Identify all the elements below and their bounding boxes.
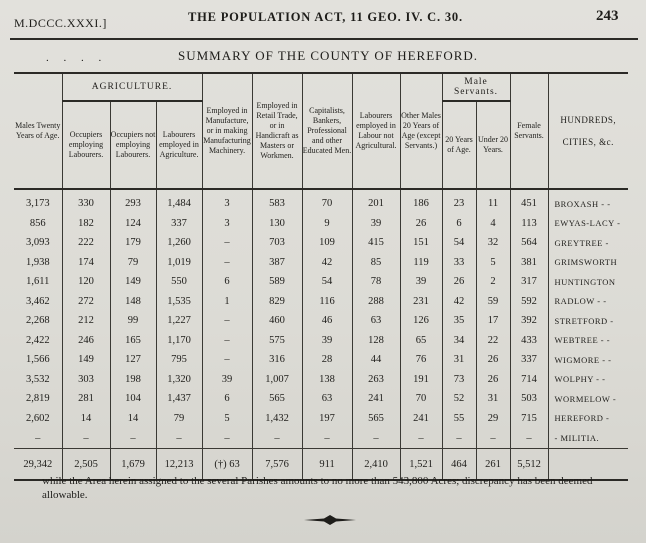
hundred-name-cell: WOLPHY - - <box>548 370 628 390</box>
hundred-name-cell: WORMELOW - <box>548 389 628 409</box>
table-cell: 26 <box>400 214 442 234</box>
table-cell: 17 <box>476 311 510 331</box>
col-head-other-males: Other Males 20 Years of Age (except Servants.) <box>400 73 442 189</box>
table-row <box>14 409 628 429</box>
table-cell: 592 <box>510 292 548 312</box>
table-cell: 714 <box>510 370 548 390</box>
table-cell: 182 <box>62 214 110 234</box>
table-row <box>14 350 628 370</box>
table-cell: 1 <box>202 292 252 312</box>
table-cell: 3,173 <box>25 198 50 210</box>
table-cell: – <box>202 253 252 273</box>
summary-table <box>14 72 628 481</box>
table-cell: 3 <box>202 189 252 214</box>
table-cell: 565 <box>252 389 302 409</box>
table-cell: 151 <box>400 233 442 253</box>
table-cell: 2,422 <box>25 334 50 346</box>
table-row <box>14 331 628 351</box>
table-cell: 54 <box>442 233 476 253</box>
table-cell: 26 <box>442 272 476 292</box>
table-cell: 85 <box>352 253 400 273</box>
table-cell: – <box>202 233 252 253</box>
table-row-militia <box>14 428 628 449</box>
table-cell: 149 <box>110 272 156 292</box>
table-cell: 451 <box>510 189 548 214</box>
table-cell: 911 <box>302 449 352 481</box>
table-cell: – <box>202 331 252 351</box>
table-cell: 5 <box>202 409 252 429</box>
table-cell: 148 <box>110 292 156 312</box>
header-title: THE POPULATION ACT, 11 GEO. IV. C. 30. <box>188 10 463 24</box>
table-cell: – <box>62 428 110 449</box>
table-cell: 6 <box>202 389 252 409</box>
table-cell: 1,227 <box>156 311 202 331</box>
table-cell: 14 <box>110 409 156 429</box>
table-cell: 70 <box>400 389 442 409</box>
table-cell: 241 <box>400 409 442 429</box>
table-cell: 829 <box>252 292 302 312</box>
table-cell: 198 <box>110 370 156 390</box>
table-cell: 2,410 <box>352 449 400 481</box>
table-cell: 14 <box>62 409 110 429</box>
table-cell: 113 <box>510 214 548 234</box>
table-cell: 337 <box>156 214 202 234</box>
table-cell: 272 <box>62 292 110 312</box>
table-cell: 116 <box>302 292 352 312</box>
table-cell: 2,505 <box>62 449 110 481</box>
table-cell: 130 <box>252 214 302 234</box>
table-cell: 1,566 <box>25 354 50 366</box>
table-cell: 28 <box>302 350 352 370</box>
table-row <box>14 233 628 253</box>
table-cell: 575 <box>252 331 302 351</box>
table-cell: 26 <box>476 350 510 370</box>
col-head-occupiers-employing: Occupiers employing Labourers. <box>62 101 110 189</box>
table-cell: 128 <box>352 331 400 351</box>
table-cell: 464 <box>442 449 476 481</box>
table-cell: 795 <box>156 350 202 370</box>
table-cell: 39 <box>302 331 352 351</box>
table-cell: 303 <box>62 370 110 390</box>
table-cell: – <box>352 428 400 449</box>
table-cell: 589 <box>252 272 302 292</box>
table-cell: 46 <box>302 311 352 331</box>
table-cell: 32 <box>476 233 510 253</box>
hundred-name-cell: GRIMSWORTH <box>548 253 628 273</box>
table-cell: 317 <box>510 272 548 292</box>
table-cell: 124 <box>110 214 156 234</box>
hundred-name-cell: HEREFORD - <box>548 409 628 429</box>
table-cell: 42 <box>302 253 352 273</box>
table-row <box>14 253 628 273</box>
table-cell: – <box>202 350 252 370</box>
table-cell: – <box>400 428 442 449</box>
table-cell: 52 <box>442 389 476 409</box>
table-row <box>14 272 628 292</box>
table-cell: 3,093 <box>25 237 50 249</box>
page-number: 243 <box>596 8 619 24</box>
table-cell: – <box>202 428 252 449</box>
table-cell: 201 <box>352 189 400 214</box>
table-cell: 550 <box>156 272 202 292</box>
hundred-name-cell: BROXASH - - <box>548 189 628 214</box>
table-cell: 6 <box>442 214 476 234</box>
col-head-labourers-non-agri: Labourers employed in Labour not Agricultural. <box>352 73 400 189</box>
table-cell: 2,819 <box>25 393 50 405</box>
table-cell: 63 <box>352 311 400 331</box>
table-cell: – <box>442 428 476 449</box>
col-group-male-servants: Male Servants. <box>442 73 510 101</box>
col-head-hundreds: HUNDREDS, CITIES, &c. <box>548 73 628 189</box>
table-cell: 293 <box>110 189 156 214</box>
table-cell: 29 <box>476 409 510 429</box>
table-row <box>14 292 628 312</box>
table-cell: 2,268 <box>25 315 50 327</box>
table-cell: 337 <box>510 350 548 370</box>
table-cell: 460 <box>252 311 302 331</box>
table-cell: 39 <box>400 272 442 292</box>
table-cell: 5,512 <box>510 449 548 481</box>
table-cell: 703 <box>252 233 302 253</box>
table-cell: 1,432 <box>252 409 302 429</box>
table-cell: 2,602 <box>25 412 50 424</box>
table-cell: 6 <box>202 272 252 292</box>
table-cell: 3,532 <box>25 373 50 385</box>
table-cell: 1,938 <box>25 256 50 268</box>
table-cell: 1,535 <box>156 292 202 312</box>
table-cell: 1,170 <box>156 331 202 351</box>
table-row <box>14 370 628 390</box>
table-cell: 9 <box>302 214 352 234</box>
table-cell: 79 <box>156 409 202 429</box>
table-cell: 1,611 <box>26 276 50 288</box>
col-head-retail: Employed in Retail Trade, or in Handicraft as Masters or Workmen. <box>252 73 302 189</box>
table-cell: – <box>110 428 156 449</box>
table-cell: 1,007 <box>252 370 302 390</box>
table-cell: 564 <box>510 233 548 253</box>
summary-title: SUMMARY OF THE COUNTY OF HEREFORD. <box>178 48 479 63</box>
table-cell: 433 <box>510 331 548 351</box>
table-cell: 1,019 <box>156 253 202 273</box>
table-cell: – <box>510 428 548 449</box>
table-cell: 63 <box>302 389 352 409</box>
table-cell: 73 <box>442 370 476 390</box>
hundred-name-cell: HUNTINGTON <box>548 272 628 292</box>
col-head-males-twenty: Males Twenty Years of Age. <box>14 73 62 189</box>
table-cell: 392 <box>510 311 548 331</box>
table-cell: 165 <box>110 331 156 351</box>
table-cell: – <box>202 311 252 331</box>
header-rule <box>10 38 638 40</box>
table-cell: 59 <box>476 292 510 312</box>
table-cell: 387 <box>252 253 302 273</box>
table-cell: 65 <box>400 331 442 351</box>
hundred-name-cell: EWYAS-LACY - <box>548 214 628 234</box>
leading-dots: . . . . <box>46 52 108 64</box>
table-row <box>14 389 628 409</box>
table-cell: 1,484 <box>156 189 202 214</box>
table-cell: 109 <box>302 233 352 253</box>
table-cell: – <box>252 428 302 449</box>
hundred-name-cell: WIGMORE - - <box>548 350 628 370</box>
table-cell: 3 <box>202 214 252 234</box>
table-cell: 715 <box>510 409 548 429</box>
table-cell: 76 <box>400 350 442 370</box>
table-cell: 197 <box>302 409 352 429</box>
table-cell: 856 <box>29 217 46 229</box>
table-body <box>14 189 628 480</box>
table-cell: 5 <box>476 253 510 273</box>
table-cell: 99 <box>110 311 156 331</box>
table-cell: 149 <box>62 350 110 370</box>
table-cell: (†) 63 <box>202 449 252 481</box>
table-cell: 34 <box>442 331 476 351</box>
table-cell: 415 <box>352 233 400 253</box>
table-cell: 503 <box>510 389 548 409</box>
table-cell: 33 <box>442 253 476 273</box>
table-cell: 55 <box>442 409 476 429</box>
table-cell: 12,213 <box>156 449 202 481</box>
table-cell: 126 <box>400 311 442 331</box>
table-cell: – <box>476 428 510 449</box>
table-cell: 119 <box>400 253 442 273</box>
table-cell: 241 <box>352 389 400 409</box>
table-cell: 288 <box>352 292 400 312</box>
table-cell: 11 <box>476 189 510 214</box>
table-cell: 263 <box>352 370 400 390</box>
table-cell: 281 <box>62 389 110 409</box>
col-head-female-servants: Female Servants. <box>510 73 548 189</box>
table-cell: 2 <box>476 272 510 292</box>
table-cell: 31 <box>476 389 510 409</box>
table-cell: 246 <box>62 331 110 351</box>
table-cell: 104 <box>110 389 156 409</box>
col-group-agriculture: AGRICULTURE. <box>62 73 202 101</box>
table-cell: 29,342 <box>14 449 62 481</box>
table-cell: 174 <box>62 253 110 273</box>
table-cell: 1,437 <box>156 389 202 409</box>
col-head-occupiers-not-employing: Occupiers not employing Labourers. <box>110 101 156 189</box>
table-cell: 79 <box>110 253 156 273</box>
table-cell: 127 <box>110 350 156 370</box>
table-row <box>14 214 628 234</box>
table-cell: 316 <box>252 350 302 370</box>
table-cell: 70 <box>302 189 352 214</box>
table-cell: 44 <box>352 350 400 370</box>
table-cell: – <box>156 428 202 449</box>
hundred-name-cell: STRETFORD - <box>548 311 628 331</box>
table-cell: 23 <box>442 189 476 214</box>
col-head-manufacture: Employed in Manufacture, or in making Manufacturing Machinery. <box>202 73 252 189</box>
table-cell: 22 <box>476 331 510 351</box>
table-cell: 1,521 <box>400 449 442 481</box>
table-cell: 35 <box>442 311 476 331</box>
table-cell: 54 <box>302 272 352 292</box>
ornament-icon <box>302 514 358 526</box>
table-cell: – <box>302 428 352 449</box>
table-cell: 39 <box>202 370 252 390</box>
table-cell: 231 <box>400 292 442 312</box>
header-year: M.DCCC.XXXI.] <box>14 16 107 30</box>
table-cell: 42 <box>442 292 476 312</box>
col-head-labourers-agri: Labourers employed in Agriculture. <box>156 101 202 189</box>
table-cell: 1,260 <box>156 233 202 253</box>
table-cell: 4 <box>476 214 510 234</box>
table-row <box>14 311 628 331</box>
table-cell: 565 <box>352 409 400 429</box>
hundred-name-cell: - MILITIA. <box>548 428 628 449</box>
table-cell: 1,679 <box>110 449 156 481</box>
table-cell: 179 <box>110 233 156 253</box>
table-cell: 31 <box>442 350 476 370</box>
footnote: while the Area herein assigned to the several Parishes amounts to no more than 543,800 Acres; discrepancy has been deemed allowable. <box>42 475 593 501</box>
table-cell: – <box>35 432 41 444</box>
table-cell: 212 <box>62 311 110 331</box>
hundred-name-cell: GREYTREE - <box>548 233 628 253</box>
col-head-servants-20: 20 Years of Age. <box>442 101 476 189</box>
table-cell: 583 <box>252 189 302 214</box>
table-row <box>14 189 628 214</box>
table-cell: 7,576 <box>252 449 302 481</box>
table-cell: 186 <box>400 189 442 214</box>
table-cell: 26 <box>476 370 510 390</box>
table-cell: 1,320 <box>156 370 202 390</box>
hundred-name-cell: RADLOW - - <box>548 292 628 312</box>
table-cell: 138 <box>302 370 352 390</box>
table-cell: 330 <box>62 189 110 214</box>
table-cell: 3,462 <box>25 295 50 307</box>
table-cell: 261 <box>476 449 510 481</box>
hundred-name-cell: WEBTREE - - <box>548 331 628 351</box>
table-cell: 39 <box>352 214 400 234</box>
table-cell: 381 <box>510 253 548 273</box>
col-head-servants-under-20: Under 20 Years. <box>476 101 510 189</box>
table-cell: 191 <box>400 370 442 390</box>
table-cell: 78 <box>352 272 400 292</box>
table-cell: 120 <box>62 272 110 292</box>
col-head-capitalists: Capitalists, Bankers, Professional and other Educated Men. <box>302 73 352 189</box>
table-cell: 222 <box>62 233 110 253</box>
